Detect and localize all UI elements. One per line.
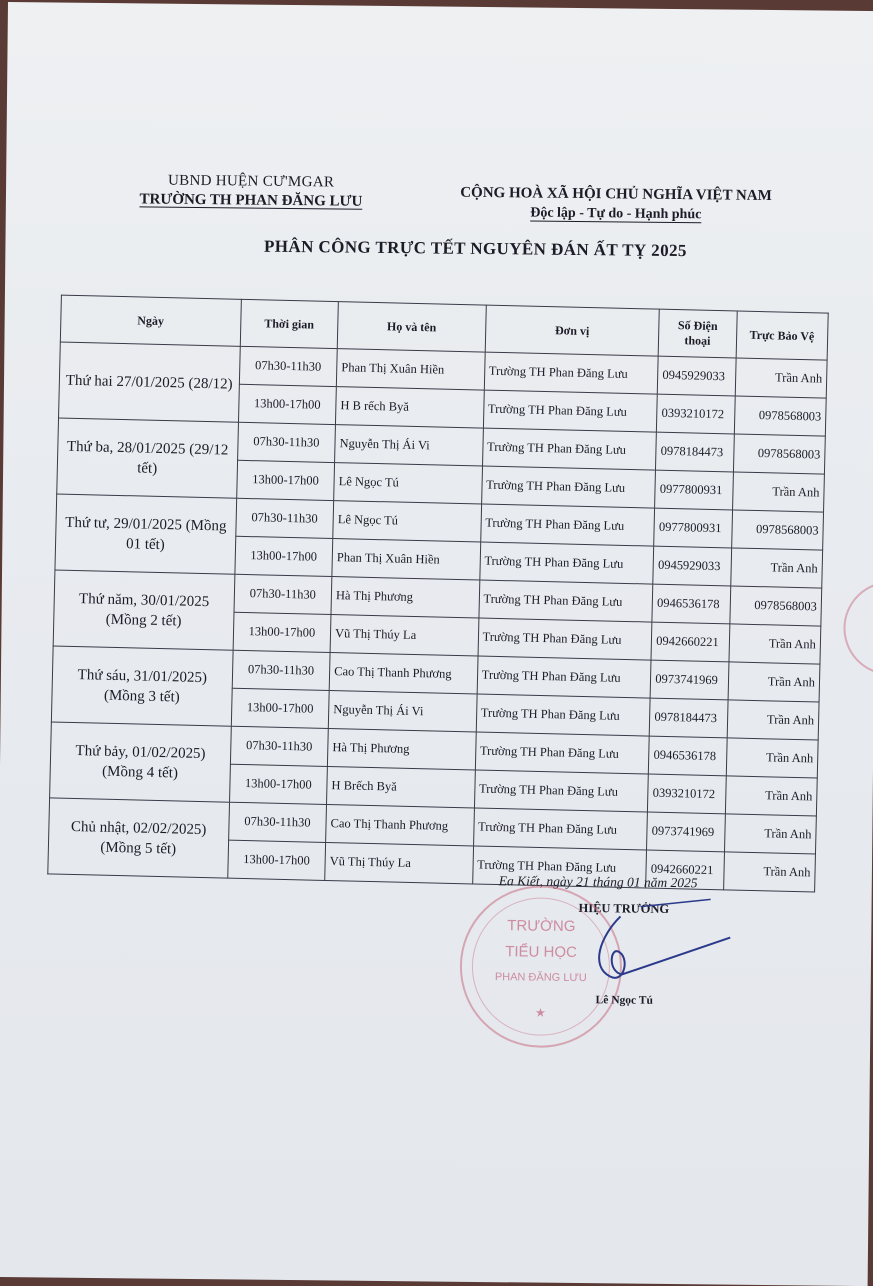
district-name: UBND HUỆN CƯ'MGAR xyxy=(167,172,335,191)
unit-cell: Trường TH Phan Đăng Lưu xyxy=(474,770,649,812)
day-cell: Thứ bảy, 01/02/2025) (Mồng 4 tết) xyxy=(50,722,231,802)
unit-cell: Trường TH Phan Đăng Lưu xyxy=(484,352,659,394)
national-motto-block xyxy=(436,182,796,226)
day-cell: Chủ nhật, 02/02/2025) (Mồng 5 tết) xyxy=(48,798,229,878)
guard-cell: Trần Anh xyxy=(732,472,824,512)
time-cell: 13h00-17h00 xyxy=(235,536,333,576)
column-header-day: Ngày xyxy=(60,295,241,346)
phone-cell: 0973741969 xyxy=(647,812,725,852)
document-page xyxy=(0,2,873,1286)
phone-cell: 0942660221 xyxy=(651,622,729,662)
name-cell: H B rếch Byă xyxy=(336,387,484,428)
phone-cell: 0978184473 xyxy=(656,432,734,472)
guard-cell: Trần Anh xyxy=(735,358,827,398)
guard-cell: Trần Anh xyxy=(723,852,815,892)
name-cell: Phan Thị Xuân Hiền xyxy=(332,539,480,580)
day-cell: Thứ hai 27/01/2025 (28/12) xyxy=(59,342,240,422)
seal-star-icon: ★ xyxy=(534,1005,546,1020)
seal-line-3: PHAN ĐĂNG LƯU xyxy=(494,971,587,985)
unit-cell: Trường TH Phan Đăng Lưu xyxy=(480,504,655,546)
unit-cell: Trường TH Phan Đăng Lưu xyxy=(477,656,652,698)
name-cell: H Brếch Byă xyxy=(327,766,475,807)
unit-cell: Trường TH Phan Đăng Lưu xyxy=(472,846,647,888)
guard-cell: 0978568003 xyxy=(731,510,823,550)
time-cell: 13h00-17h00 xyxy=(238,384,336,424)
phone-cell: 0977800931 xyxy=(655,470,733,510)
time-cell: 07h30-11h30 xyxy=(235,498,333,538)
name-cell: Hà Thị Phương xyxy=(331,577,479,618)
day-cell: Thứ sáu, 31/01/2025) (Mồng 3 tết) xyxy=(51,646,232,726)
guard-cell: 0978568003 xyxy=(733,434,825,474)
name-cell: Phan Thị Xuân Hiền xyxy=(336,349,484,390)
day-cell: Thứ tư, 29/01/2025 (Mồng 01 tết) xyxy=(55,494,236,574)
name-cell: Vũ Thị Thúy La xyxy=(330,615,478,656)
time-cell: 07h30-11h30 xyxy=(228,802,326,842)
guard-cell: 0978568003 xyxy=(734,396,826,436)
time-cell: 13h00-17h00 xyxy=(236,460,334,500)
guard-cell: Trần Anh xyxy=(730,548,822,588)
duty-roster-table xyxy=(47,295,828,893)
nation-name: CỘNG HOÀ XÃ HỘI CHỦ NGHĨA VIỆT NAM xyxy=(460,184,772,205)
name-cell: Lê Ngọc Tú xyxy=(333,501,481,542)
time-cell: 13h00-17h00 xyxy=(231,688,329,728)
unit-cell: Trường TH Phan Đăng Lưu xyxy=(479,580,654,622)
time-cell: 13h00-17h00 xyxy=(229,764,327,804)
phone-cell: 0946536178 xyxy=(652,584,730,624)
name-cell: Cao Thị Thanh Phương xyxy=(326,804,474,845)
day-cell: Thứ năm, 30/01/2025 (Mồng 2 tết) xyxy=(53,570,234,650)
time-cell: 13h00-17h00 xyxy=(233,612,331,652)
signature-mark xyxy=(580,896,741,998)
time-cell: 07h30-11h30 xyxy=(234,574,332,614)
phone-cell: 0978184473 xyxy=(649,698,727,738)
time-cell: 07h30-11h30 xyxy=(237,422,335,462)
time-cell: 07h30-11h30 xyxy=(230,726,328,766)
name-cell: Nguyễn Thị Ái Vi xyxy=(335,425,483,466)
name-cell: Nguyễn Thị Ái Vi xyxy=(328,691,476,732)
edge-seal-fragment xyxy=(843,581,873,676)
signer-name: Lê Ngọc Tú xyxy=(595,994,653,1007)
phone-cell: 0942660221 xyxy=(646,850,724,890)
unit-cell: Trường TH Phan Đăng Lưu xyxy=(476,694,651,736)
phone-cell: 0393210172 xyxy=(648,774,726,814)
seal-line-1: TRƯỜNG xyxy=(507,917,576,935)
school-name: TRƯỜNG TH PHAN ĐĂNG LƯU xyxy=(139,191,363,210)
guard-cell: Trần Anh xyxy=(724,814,816,854)
day-cell: Thứ ba, 28/01/2025 (29/12 tết) xyxy=(57,418,238,498)
phone-cell: 0945929033 xyxy=(653,546,731,586)
roster-body xyxy=(48,342,827,892)
time-cell: 07h30-11h30 xyxy=(239,346,337,386)
column-header-time: Thời gian xyxy=(240,299,338,348)
name-cell: Lê Ngọc Tú xyxy=(334,463,482,504)
phone-cell: 0393210172 xyxy=(657,394,735,434)
guard-cell: Trần Anh xyxy=(729,624,821,664)
unit-cell: Trường TH Phan Đăng Lưu xyxy=(473,808,648,850)
name-cell: Cao Thị Thanh Phương xyxy=(329,653,477,694)
guard-cell: Trần Anh xyxy=(726,738,818,778)
time-cell: 13h00-17h00 xyxy=(227,840,325,880)
motto: Độc lập - Tự do - Hạnh phúc xyxy=(530,205,702,223)
seal-line-2: TIỂU HỌC xyxy=(505,943,577,962)
issuing-agency-block xyxy=(116,171,386,212)
phone-cell: 0946536178 xyxy=(649,736,727,776)
phone-cell: 0973741969 xyxy=(650,660,728,700)
guard-cell: Trần Anh xyxy=(728,662,820,702)
unit-cell: Trường TH Phan Đăng Lưu xyxy=(475,732,650,774)
time-cell: 07h30-11h30 xyxy=(232,650,330,690)
unit-cell: Trường TH Phan Đăng Lưu xyxy=(483,390,658,432)
column-header-unit: Đơn vị xyxy=(485,305,660,356)
unit-cell: Trường TH Phan Đăng Lưu xyxy=(481,466,656,508)
phone-cell: 0945929033 xyxy=(658,356,736,396)
phone-cell: 0977800931 xyxy=(654,508,732,548)
unit-cell: Trường TH Phan Đăng Lưu xyxy=(482,428,657,470)
issue-date: Ea Kiết, ngày 21 tháng 01 năm 2025 xyxy=(498,873,698,891)
name-cell: Vũ Thị Thúy La xyxy=(325,842,473,883)
unit-cell: Trường TH Phan Đăng Lưu xyxy=(478,618,653,660)
guard-cell: 0978568003 xyxy=(729,586,821,626)
column-header-name: Họ và tên xyxy=(337,302,486,352)
guard-cell: Trần Anh xyxy=(727,700,819,740)
signer-role: HIỆU TRƯỞNG xyxy=(578,901,670,916)
name-cell: Hà Thị Phương xyxy=(327,728,475,769)
column-header-guard: Trực Bảo Vệ xyxy=(736,311,828,360)
column-header-phone: Số Điện thoại xyxy=(658,309,736,358)
document-title: PHÂN CÔNG TRỰC TẾT NGUYÊN ĐÁN ẤT TỴ 2025 xyxy=(263,236,687,261)
unit-cell: Trường TH Phan Đăng Lưu xyxy=(479,542,654,584)
guard-cell: Trần Anh xyxy=(725,776,817,816)
